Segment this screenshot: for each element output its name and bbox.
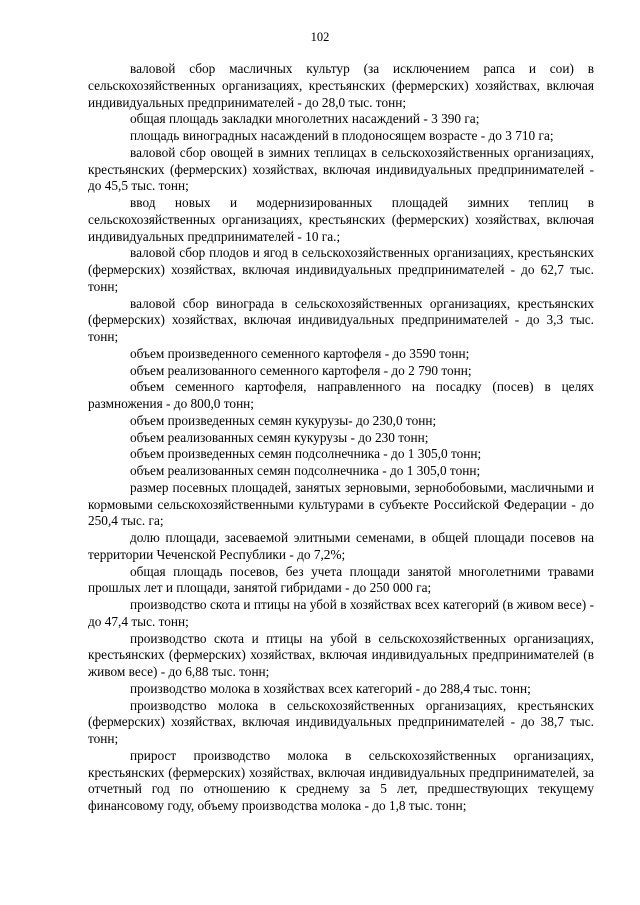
paragraph: валовой сбор масличных культур (за исключением рапса и сои) в сельскохозяйственных организациях, крестьянских (фермерских) хозяйствах, включая индивидуальных предпринимателей - до 28,0 тыс. тонн; xyxy=(88,61,594,110)
paragraph: производство молока в сельскохозяйственных организациях, крестьянских (фермерских) хозяйствах, включая индивидуальных предпринимателей - до 38,7 тыс. тонн; xyxy=(88,697,594,746)
paragraph: валовой сбор овощей в зимних теплицах в сельскохозяйственных организациях, крестьянских (фермерских) хозяйствах, включая индивидуальных предпринимателей - до 45,5 тыс. тонн; xyxy=(88,144,594,194)
paragraph: общая площадь посевов, без учета площади занятой многолетними травами прошлых лет и площади, занятой гибридами - до 250 000 га; xyxy=(88,563,594,596)
paragraph: производство скота и птицы на убой в сельскохозяйственных организациях, крестьянских (фермерских) хозяйствах, включая индивидуальных предпринимателей (в живом весе) - до 6,88 тыс. тонн; xyxy=(88,630,594,679)
paragraph: объем произведенного семенного картофеля - до 3590 тонн; xyxy=(130,345,470,361)
page-number: 102 xyxy=(310,30,330,44)
paragraph: валовой сбор плодов и ягод в сельскохозяйственных организациях, крестьянских (фермерских) хозяйствах, включая индивидуальных предпринимателей - до 62,7 тыс. тонн; xyxy=(88,245,594,294)
paragraph: долю площади, засеваемой элитными семенами, в общей площади посевов на территории Чеченской Республики - до 7,2%; xyxy=(88,530,594,562)
paragraph: объем реализованного семенного картофеля - до 2 790 тонн; xyxy=(130,362,472,378)
paragraph: производство скота и птицы на убой в хозяйствах всех категорий (в живом весе) - до 47,4 тыс. тонн; xyxy=(88,597,594,629)
document-body xyxy=(88,61,594,815)
paragraph: объем реализованных семян кукурузы - до 230 тонн; xyxy=(130,429,429,445)
paragraph: валовой сбор винограда в сельскохозяйственных организациях, крестьянских (фермерских) хозяйствах, включая индивидуальных предпринимателей - до 3,3 тыс. тонн; xyxy=(88,295,594,344)
paragraph: ввод новых и модернизированных площадей зимних теплиц в сельскохозяйственных организациях, крестьянских (фермерских) хозяйствах, включая индивидуальных предпринимателей - 10 га.; xyxy=(88,195,594,244)
paragraph: объем произведенных семян кукурузы- до 230,0 тонн; xyxy=(130,412,437,428)
paragraph: размер посевных площадей, занятых зерновыми, зернобобовыми, масличными и кормовыми сельскохозяйственными культурами в субъекте Российской Федерации - до 250,4 тыс. га; xyxy=(88,479,594,529)
paragraph: объем произведенных семян подсолнечника - до 1 305,0 тонн; xyxy=(130,446,482,462)
paragraph: общая площадь закладки многолетних насаждений - 3 390 га; xyxy=(130,111,480,127)
paragraph: прирост производство молока в сельскохозяйственных организациях, крестьянских (фермерских) хозяйствах, включая индивидуальных предпринимателей, за отчетный год по отношению к среднему за 5 лет, предшествующих текущему финансовому году, объему производства молока - до 1,8 тыс. тонн; xyxy=(88,747,594,813)
paragraph: объем семенного картофеля, направленного на посадку (посев) в целях размножения - до 800,0 тонн; xyxy=(88,379,594,411)
paragraph: площадь виноградных насаждений в плодоносящем возрасте - до 3 710 га; xyxy=(130,128,554,143)
paragraph: объем реализованных семян подсолнечника - до 1 305,0 тонн; xyxy=(130,463,481,478)
paragraph: производство молока в хозяйствах всех категорий - до 288,4 тыс. тонн; xyxy=(130,680,531,696)
